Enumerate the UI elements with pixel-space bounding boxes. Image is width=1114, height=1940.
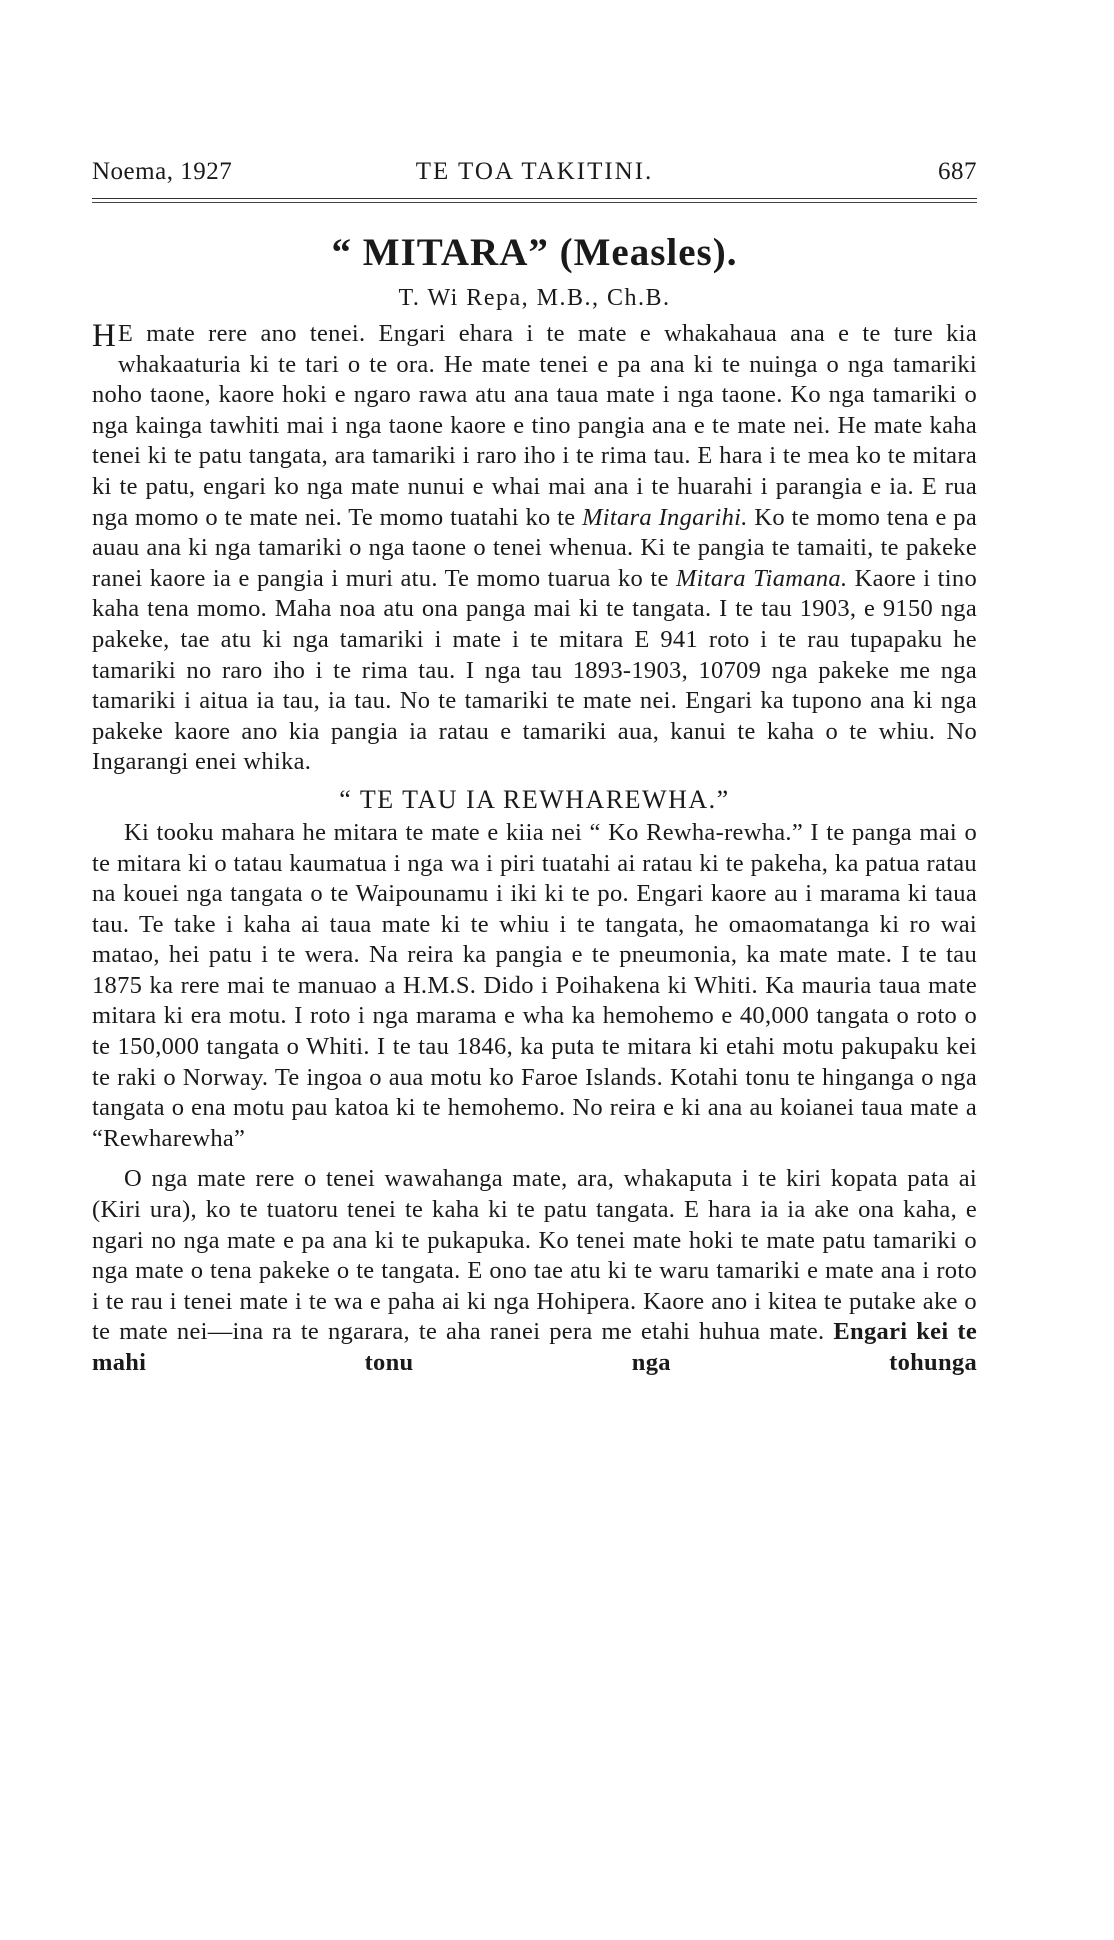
- header-date: Noema, 1927: [92, 158, 233, 185]
- paragraph-1-text-c: Kaore i tino kaha tena momo. Maha noa atu ona panga mai ki te tangata. I te tau 1903, e 9150 nga pakeke, tae atu ki nga tamariki i mate i te mitara E 941 roto i te rau tupapaku he tamariki no raro iho i te rima tau. I nga tau 1893-1903, 10709 nga pakeke me nga tamariki i aitua ia tau, ia tau. No te tamariki te mate nei. Engari ka tupono ana ki nga pakeke kaore ano kia pangia ia ratau e tamariki aua, kanui te kaha o te whiu. No Ingarangi enei whika.: [92, 564, 977, 776]
- page: [92, 158, 977, 1379]
- paragraph-3: [92, 1164, 977, 1378]
- paragraph-1-text-b: Ko te momo tena e pa auau ana ki nga tamariki o nga taone o tenei whenua. Ki te pangia te tamaiti, te pakeke ranei kaore ia e pangia i muri atu. Te momo tuarua ko te: [92, 503, 977, 592]
- paragraph-1-text-a: E mate rere ano tenei. Engari ehara i te mate e whakahaua ana e te ture kia whakaaturia ki te tari o te ora. He mate tenei e pa ana ki te nuinga o nga tamariki noho taone, kaore hoki e ngaro rawa atu ana taua mate i nga taone. Ko nga tamariki o nga kainga tawhiti mai i nga taone kaore e tino pangia ana e te mate nei. He mate kaha tenei ki te patu tangata, ara tamariki i raro iho i te rima tau. E hara i te mea ko te mitara ki te patu, engari ko nga mate nunui e whai mai ana i te huarahi i parangia e ia. E rua nga momo o te mate nei. Te momo tuatahi ko te: [92, 320, 977, 531]
- paragraph-3-text: O nga mate rere o tenei wawahanga mate, ara, whakaputa i te kiri kopata pata ai (Kiri ura), ko te tuatoru tenei te kaha ki te patu tangata. E hara ia ia ake ona kaha, e ngari no nga mate e pa ana ki te pukapuka. Ko tenei mate hoki te mate patu tamariki o nga mate o tena pakeke o te tangata. E ono tae atu ki te waru tamariki e mate ana i roto i te rau i tenei mate i te wa e paha ai ki nga Hohipera. Kaore ano i kitea te putake ake o te mate nei—ina ra te ngarara, te aha ranei pera me etahi huhua mate.: [92, 1165, 977, 1346]
- running-header: [92, 158, 977, 188]
- paragraph-3-bold-tail: Engari kei te mahi tonu nga tohunga: [92, 1318, 978, 1376]
- paragraph-1: [92, 319, 977, 778]
- paragraph-1-italic-2: Mitara Tiamana.: [675, 564, 848, 592]
- section-heading: “ TE TAU IA REWHAREWHA.”: [339, 784, 730, 814]
- header-publication: TE TOA TAKITINI.: [415, 158, 654, 185]
- drop-cap: H: [92, 318, 114, 354]
- header-page-number: 687: [938, 158, 977, 185]
- paragraph-2: Ki tooku mahara he mitara te mate e kiia nei “ Ko Rewha-rewha.” I te panga mai o te mitara ki o tatau kaumatua i nga wa i piri tuatahi ai ratau ki te pakeha, ka patua ratau na kouei nga tangata o te Waipounamu i iki ki te po. Engari kaore au i marama ki taua tau. Te take i kaha ai taua mate ki te whiu i te tangata, he omaomatanga ki ro wai matao, hei patu i te wera. Na reira ka pangia e te pneumonia, ka mate mate. I te tau 1875 ka rere mai te manuao a H.M.S. Dido i Poihakena ki Whiti. Ka mauria taua mate mitara ki era motu. I roto i nga marama e wha ka hemohemo e 40,000 tangata o roto o te 150,000 tangata o Whiti. I te tau 1846, ka puta te mitara ki etahi motu pakupaku kei te raki o Norway. Te ingoa o aua motu ko Faroe Islands. Kotahi tonu te hinganga o nga tangata o ena motu pau katoa ki te hemohemo. No reira e ki ana au koianei taua mate a “Rewharewha”: [92, 818, 977, 1152]
- article-title: “ MITARA” (Measles).: [331, 231, 738, 274]
- paragraph-1-italic-1: Mitara Ingarihi.: [582, 503, 748, 531]
- header-rule: [92, 198, 977, 203]
- article-author: T. Wi Repa, M.B., Ch.B.: [398, 285, 671, 311]
